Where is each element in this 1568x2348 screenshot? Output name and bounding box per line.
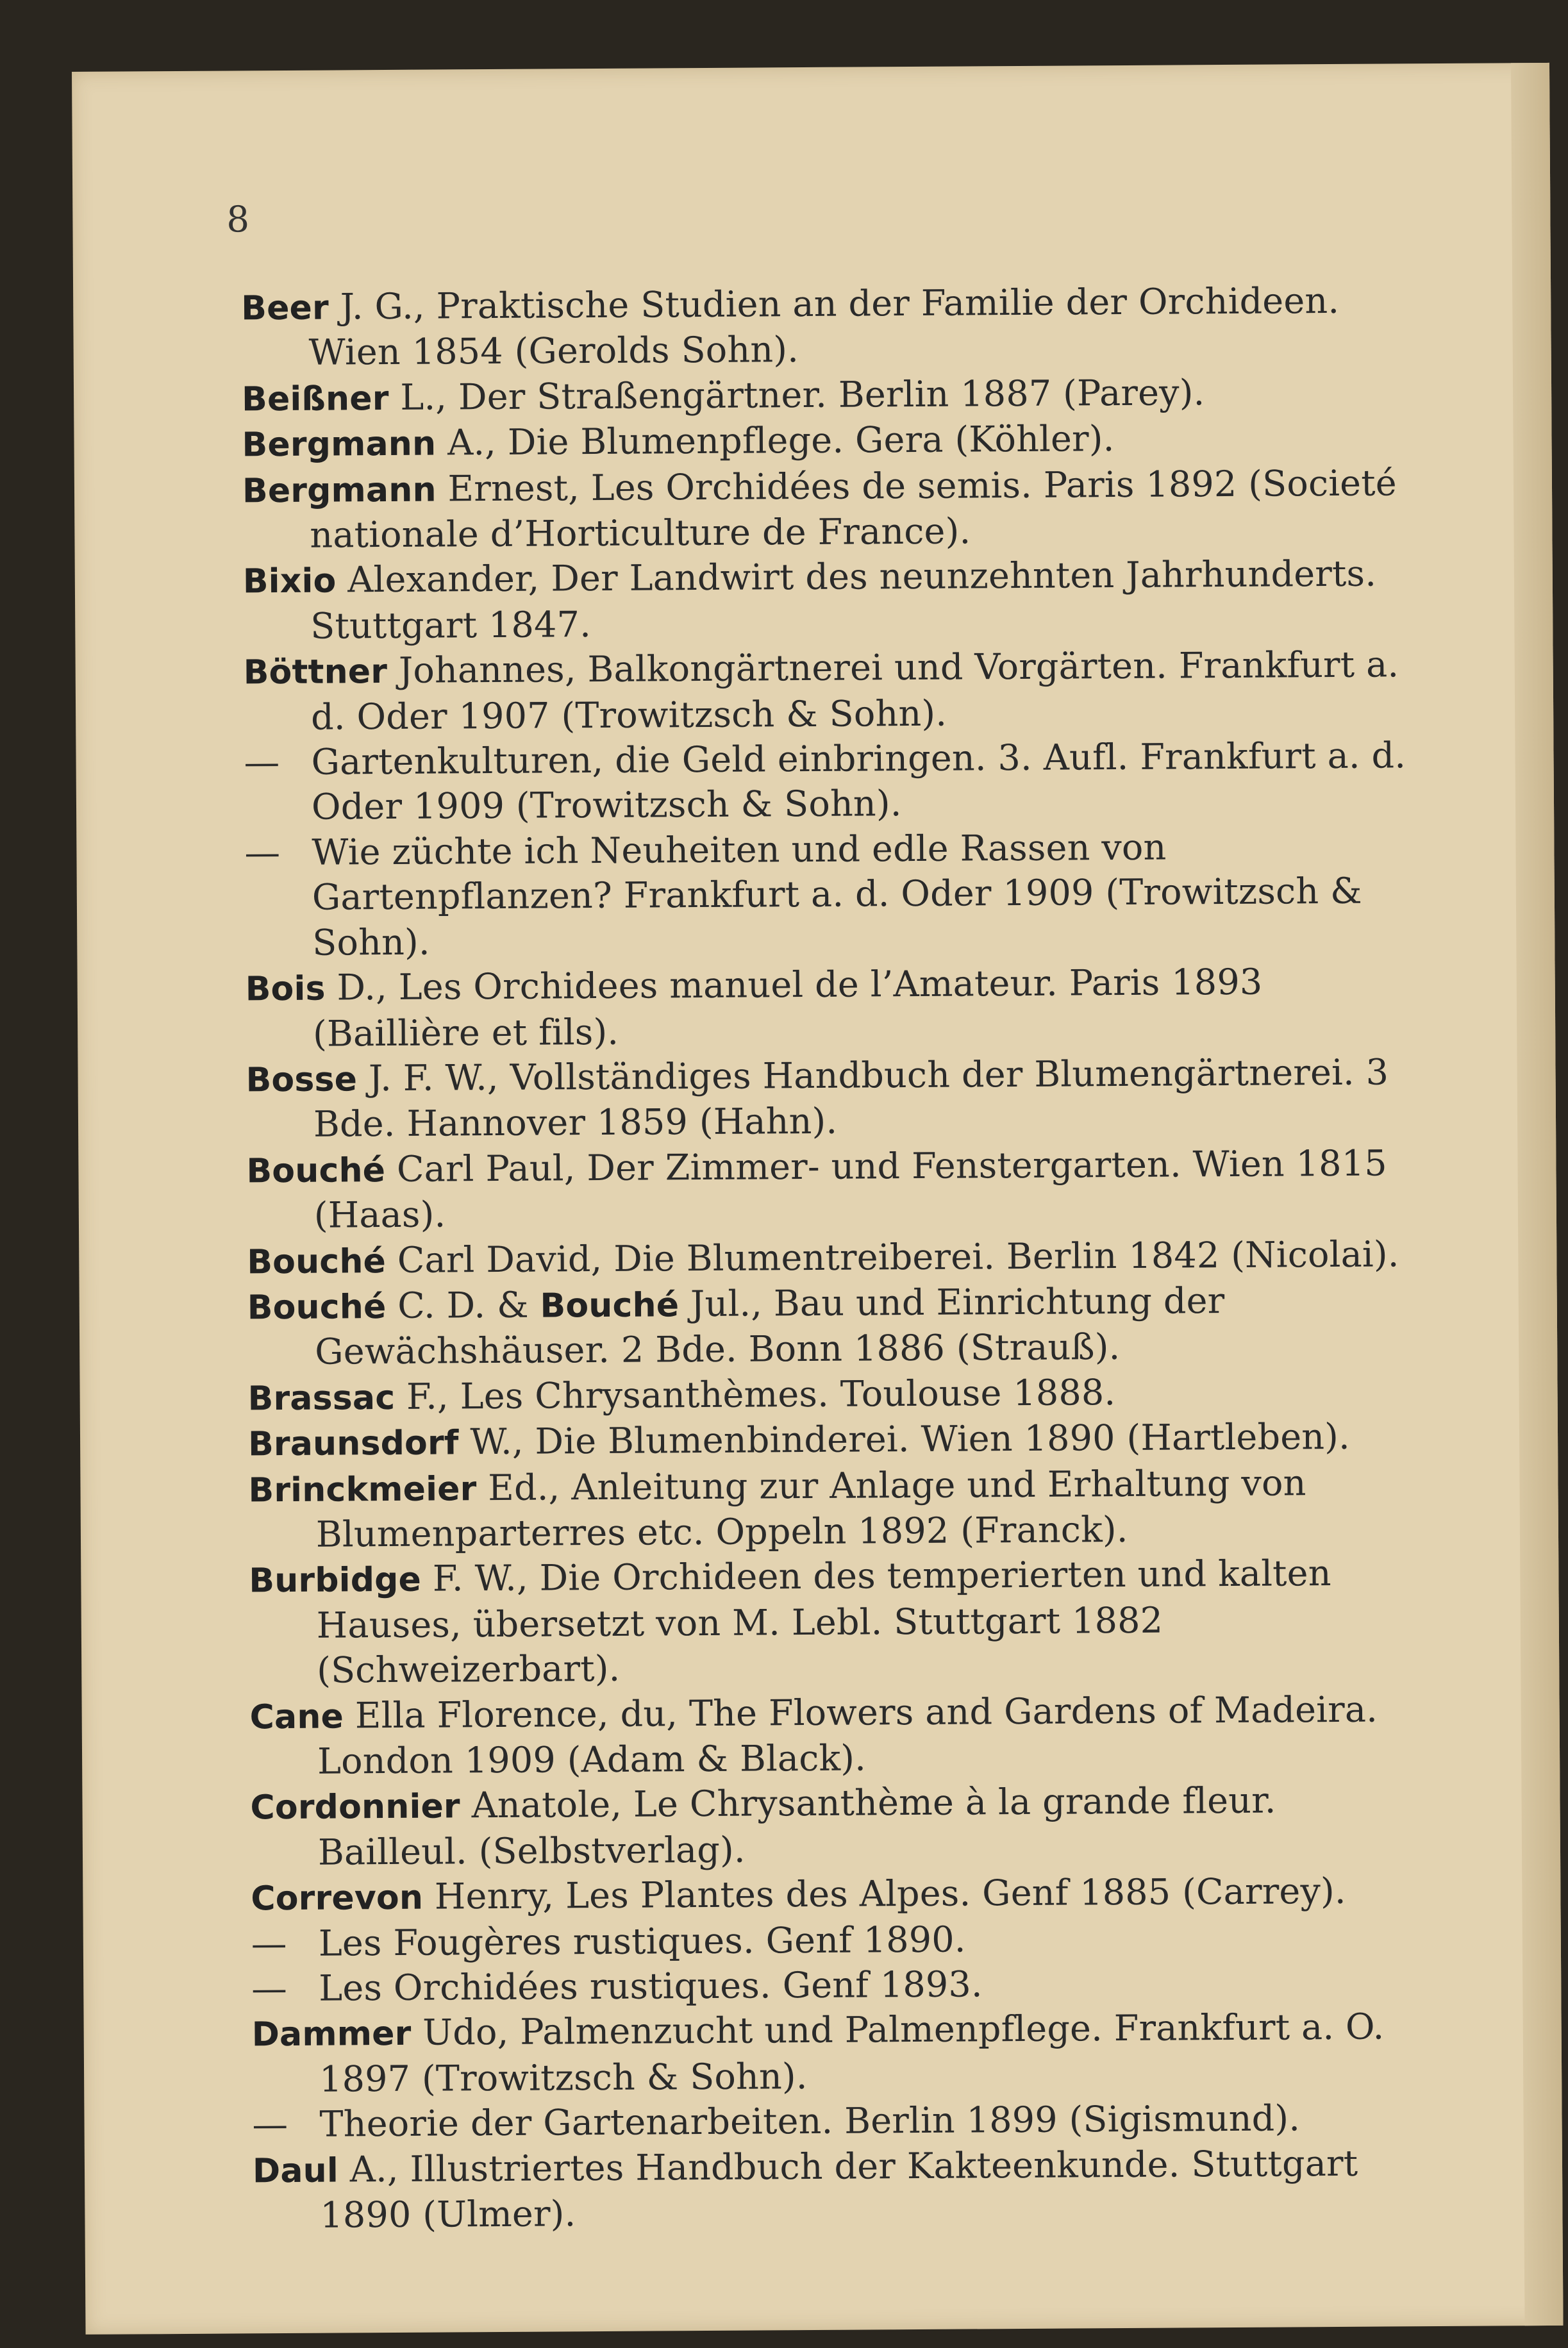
- entry-text: Carl Paul, Der Zimmer- und Fenstergarten. Wien 1815 (Haas).: [313, 1142, 1387, 1236]
- entry-text: W., Die Blumenbinderei. Wien 1890 (Hartleben).: [458, 1416, 1351, 1463]
- bibliography-entry: [242, 415, 1421, 468]
- entry-text: C. D. &: [386, 1284, 540, 1327]
- bibliography-entry: [253, 2141, 1433, 2239]
- entry-text: Alexander, Der Landwirt des neunzehnten Jahrhunderts. Stuttgart 1847.: [310, 553, 1377, 647]
- bibliography-entry: [247, 1369, 1427, 1422]
- bibliography-entry: [242, 461, 1422, 559]
- entry-text: F., Les Chrysanthèmes. Toulouse 1888.: [395, 1371, 1116, 1418]
- entry-text: D., Les Orchidees manuel de l’Amateur. Paris 1893 (Baillière et fils).: [312, 961, 1263, 1055]
- entry-author: Bouché: [540, 1286, 680, 1326]
- entry-author: Brinckmeier: [248, 1469, 477, 1510]
- entry-text: L., Der Straßengärtner. Berlin 1887 (Parey).: [388, 372, 1205, 419]
- bibliography-entry: [246, 959, 1426, 1057]
- bibliography-entry: [246, 1141, 1426, 1239]
- entry-text: Les Orchidées rustiques. Genf 1893.: [319, 1963, 983, 2010]
- bibliography-entry: [249, 1687, 1430, 1785]
- entry-author: Braunsdorf: [247, 1424, 459, 1464]
- entry-author: Bergmann: [242, 470, 437, 511]
- bibliography-entry: [251, 1869, 1430, 1922]
- entry-text: Jul., Bau und Einrichtung der Gewächshäuser. 2 Bde. Bonn 1886 (Strauß).: [315, 1279, 1225, 1374]
- bibliography-list: [241, 278, 1433, 2239]
- ditto-dash: —: [252, 2104, 288, 2146]
- bibliography-entry: [246, 1050, 1426, 1148]
- entry-author: Beer: [241, 288, 329, 328]
- entry-text: Henry, Les Plantes des Alpes. Genf 1885 (Carrey).: [422, 1870, 1346, 1918]
- entry-text: A., Die Blumenpflege. Gera (Köhler).: [436, 418, 1115, 464]
- ditto-dash: —: [251, 1922, 287, 1965]
- page-number: 8: [226, 199, 250, 241]
- bibliography-entry: [247, 1232, 1426, 1285]
- entry-text: Theorie der Gartenarbeiten. Berlin 1899 (Sigismund).: [319, 2097, 1301, 2145]
- bibliography-entry: [244, 733, 1424, 831]
- entry-text: Wie züchte ich Neuheiten und edle Rassen von Gartenpflanzen? Frankfurt a. d. Oder 1909 (Trowitzsch & Sohn).: [312, 826, 1362, 964]
- entry-text: J. G., Praktische Studien an der Familie der Orchideen. Wien 1854 (Gerolds Sohn).: [308, 279, 1340, 374]
- bibliography-entry: [251, 1960, 1431, 2012]
- entry-author: Cordonnier: [250, 1787, 460, 1828]
- entry-author: Beißner: [241, 379, 389, 419]
- ditto-dash: —: [251, 1968, 288, 2010]
- entry-text: Ernest, Les Orchidées de semis. Paris 1892 (Societé nationale d’Horticulture de France).: [310, 462, 1397, 556]
- entry-author: Brassac: [247, 1378, 396, 1419]
- bibliography-entry: [247, 1278, 1428, 1376]
- entry-author: Burbidge: [249, 1561, 422, 1601]
- bibliography-entry: [244, 642, 1424, 740]
- entry-text: Ella Florence, du, The Flowers and Gardens of Madeira. London 1909 (Adam & Black).: [317, 1688, 1378, 1783]
- bibliography-entry: [242, 369, 1421, 422]
- bibliography-entry: [243, 552, 1423, 650]
- entry-author: Bergmann: [242, 424, 437, 465]
- entry-text: J. F. W., Vollständiges Handbuch der Blumengärtnerei. 3 Bde. Hannover 1859 (Hahn).: [313, 1051, 1389, 1146]
- bibliography-entry: [252, 2095, 1431, 2148]
- entry-text: Ed., Anleitung zur Anlage und Erhaltung von Blumenparterres etc. Oppeln 1892 (Franck).: [315, 1461, 1306, 1556]
- ditto-dash: —: [244, 742, 280, 784]
- entry-text: Carl David, Die Blumentreiberei. Berlin 1842 (Nicolai).: [385, 1233, 1399, 1281]
- entry-text: Anatole, Le Chrysanthème à la grande fleur. Bailleul. (Selbstverlag).: [317, 1779, 1276, 1874]
- bibliography-entry: [251, 2005, 1431, 2103]
- entry-text: Gartenkulturen, die Geld einbringen. 3. Aufl. Frankfurt a. d. Oder 1909 (Trowitzsch & Sohn).: [311, 735, 1406, 829]
- bibliography-entry: [250, 1778, 1430, 1876]
- page-edge: [1511, 63, 1564, 2326]
- book-page: [72, 63, 1564, 2335]
- bibliography-entry: [241, 278, 1421, 376]
- entry-text: Udo, Palmenzucht und Palmenpflege. Frankfurt a. O. 1897 (Trowitzsch & Sohn).: [319, 2006, 1385, 2101]
- entry-author: Bouché: [247, 1287, 387, 1328]
- entry-author: Correvon: [251, 1878, 424, 1919]
- entry-author: Dammer: [251, 2015, 412, 2054]
- entry-text: Les Fougères rustiques. Genf 1890.: [318, 1919, 966, 1965]
- bibliography-entry: [251, 1915, 1431, 1967]
- entry-author: Bouché: [246, 1151, 386, 1191]
- entry-text: Johannes, Balkongärtnerei und Vorgärten. Frankfurt a. d. Oder 1907 (Trowitzsch & Sohn).: [310, 644, 1399, 738]
- entry-author: Bosse: [246, 1060, 358, 1100]
- entry-author: Cane: [249, 1697, 344, 1736]
- entry-text: F. W., Die Orchideen des temperierten und kalten Hauses, übersetzt von M. Lebl. Stuttgart 1882 (Schweizerbart).: [316, 1553, 1331, 1692]
- bibliography-entry: [249, 1551, 1429, 1694]
- ditto-dash: —: [244, 831, 281, 874]
- bibliography-entry: [248, 1414, 1428, 1467]
- entry-author: Bixio: [242, 562, 337, 601]
- bibliography-entry: [248, 1460, 1428, 1558]
- entry-author: Böttner: [243, 653, 388, 692]
- entry-author: Daul: [252, 2151, 339, 2190]
- entry-author: Bois: [245, 969, 326, 1009]
- bibliography-entry: [244, 824, 1424, 966]
- entry-text: A., Illustriertes Handbuch der Kakteenkunde. Stuttgart 1890 (Ulmer).: [320, 2142, 1358, 2236]
- entry-author: Bouché: [247, 1242, 387, 1281]
